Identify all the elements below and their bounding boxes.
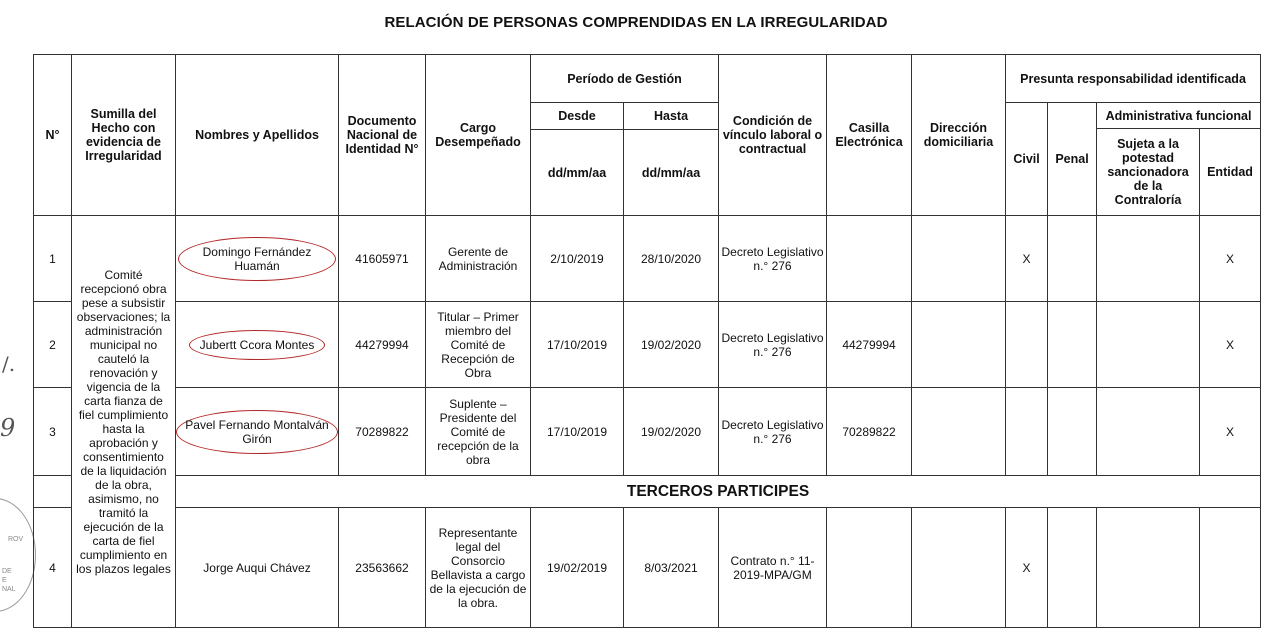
header-dni: Documento Nacional de Identidad N° — [339, 55, 426, 216]
dni-cell: 70289822 — [339, 388, 426, 476]
hasta-cell: 8/03/2021 — [624, 508, 719, 628]
person-name: Pavel Fernando Montalván Girón — [176, 410, 338, 454]
header-hasta: Hasta — [624, 103, 719, 130]
header-penal: Penal — [1048, 103, 1097, 216]
person-name-cell: Jorge Auqui Chávez — [176, 508, 339, 628]
sujeta-cell — [1097, 508, 1200, 628]
desde-cell: 17/10/2019 — [531, 388, 624, 476]
margin-mark: 9 — [0, 414, 16, 442]
casilla-cell: 44279994 — [827, 302, 912, 388]
hasta-format: dd/mm/aa — [624, 130, 719, 216]
header-nombres: Nombres y Apellidos — [176, 55, 339, 216]
page-title: RELACIÓN DE PERSONAS COMPRENDIDAS EN LA IRREGULARIDAD — [384, 14, 888, 31]
direccion-cell — [912, 302, 1006, 388]
table-row — [34, 508, 1261, 628]
casilla-cell — [827, 216, 912, 302]
desde-cell: 17/10/2019 — [531, 302, 624, 388]
penal-cell — [1048, 388, 1097, 476]
desde-cell: 19/02/2019 — [531, 508, 624, 628]
dni-cell: 41605971 — [339, 216, 426, 302]
condicion-cell: Decreto Legislativo n.° 276 — [719, 302, 827, 388]
person-name-cell — [176, 388, 339, 476]
header-cargo: Cargo Desempeñado — [426, 55, 531, 216]
dni-cell: 44279994 — [339, 302, 426, 388]
sujeta-cell — [1097, 388, 1200, 476]
cargo-cell: Gerente de Administración — [426, 216, 531, 302]
entidad-cell — [1200, 508, 1261, 628]
civil-cell — [1006, 388, 1048, 476]
table-row — [34, 216, 1261, 302]
section-num-cell — [34, 476, 72, 508]
table-row — [34, 302, 1261, 388]
stamp-text: NAL — [2, 586, 16, 593]
hasta-cell: 28/10/2020 — [624, 216, 719, 302]
header-periodo: Período de Gestión — [531, 55, 719, 103]
header-desde: Desde — [531, 103, 624, 130]
stamp-text: E — [2, 577, 7, 584]
desde-cell: 2/10/2019 — [531, 216, 624, 302]
header-sujeta: Sujeta a la potestad sancionadora de la Contraloría — [1097, 129, 1200, 216]
dni-cell: 23563662 — [339, 508, 426, 628]
civil-cell: X — [1006, 508, 1048, 628]
header-direccion: Dirección domiciliaria — [912, 55, 1006, 216]
header-entidad: Entidad — [1200, 129, 1261, 216]
civil-cell: X — [1006, 216, 1048, 302]
cargo-cell: Suplente – Presidente del Comité de recepción de la obra — [426, 388, 531, 476]
row-num: 4 — [34, 508, 72, 628]
penal-cell — [1048, 216, 1097, 302]
cargo-cell: Representante legal del Consorcio Bellavista a cargo de la ejecución de la obra. — [426, 508, 531, 628]
table-row — [34, 388, 1261, 476]
desde-format: dd/mm/aa — [531, 130, 624, 216]
direccion-cell — [912, 216, 1006, 302]
person-name-cell — [176, 216, 339, 302]
condicion-cell: Decreto Legislativo n.° 276 — [719, 216, 827, 302]
sumilla-cell: Comité recepcionó obra pese a subsistir observaciones; la administración municipal no cauteló la renovación y vigencia de la carta fianza de fiel cumplimiento hasta la aprobación y consentimiento de la liquidación de la obra, asimismo, no tramitó la ejecución de la carta de fiel cumplimiento en los plazos legales — [72, 216, 176, 628]
hasta-cell: 19/02/2020 — [624, 302, 719, 388]
stamp-text: DE — [2, 568, 12, 575]
penal-cell — [1048, 302, 1097, 388]
hasta-cell: 19/02/2020 — [624, 388, 719, 476]
cargo-cell: Titular – Primer miembro del Comité de Recepción de Obra — [426, 302, 531, 388]
casilla-cell — [827, 508, 912, 628]
sujeta-cell — [1097, 216, 1200, 302]
section-terceros: TERCEROS PARTICIPES — [176, 476, 1261, 508]
header-presunta: Presunta responsabilidad identificada — [1006, 55, 1261, 103]
condicion-cell: Contrato n.° 11-2019-MPA/GM — [719, 508, 827, 628]
header-casilla: Casilla Electrónica — [827, 55, 912, 216]
row-num: 1 — [34, 216, 72, 302]
entidad-cell: X — [1200, 216, 1261, 302]
persons-table — [33, 54, 1261, 628]
row-num: 3 — [34, 388, 72, 476]
person-name-cell — [176, 302, 339, 388]
header-civil: Civil — [1006, 103, 1048, 216]
condicion-cell: Decreto Legislativo n.° 276 — [719, 388, 827, 476]
civil-cell — [1006, 302, 1048, 388]
person-name: Jubertt Ccora Montes — [189, 330, 326, 360]
stamp-seal — [0, 498, 36, 612]
margin-mark: /. — [2, 352, 16, 376]
direccion-cell — [912, 388, 1006, 476]
section-row — [34, 476, 1261, 508]
casilla-cell: 70289822 — [827, 388, 912, 476]
stamp-text: ROV — [8, 536, 24, 543]
entidad-cell: X — [1200, 302, 1261, 388]
header-admin: Administrativa funcional — [1097, 103, 1261, 129]
header-sumilla: Sumilla del Hecho con evidencia de Irregularidad — [72, 55, 176, 216]
person-name: Domingo Fernández Huamán — [178, 237, 336, 281]
header-condicion: Condición de vínculo laboral o contractual — [719, 55, 827, 216]
row-num: 2 — [34, 302, 72, 388]
header-num: N° — [34, 55, 72, 216]
sujeta-cell — [1097, 302, 1200, 388]
direccion-cell — [912, 508, 1006, 628]
entidad-cell: X — [1200, 388, 1261, 476]
penal-cell — [1048, 508, 1097, 628]
